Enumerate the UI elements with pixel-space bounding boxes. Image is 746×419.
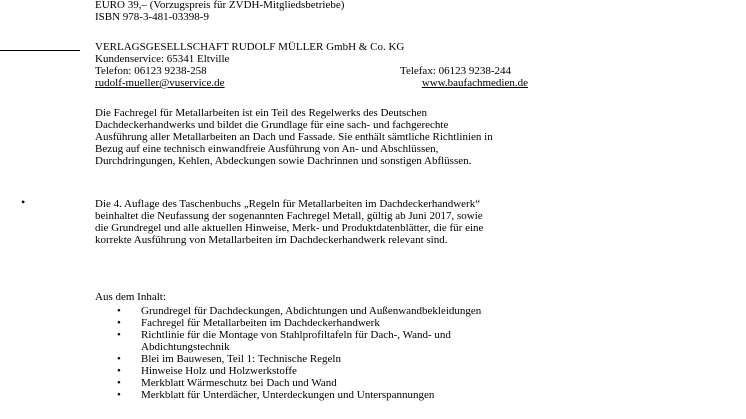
paragraph-line: Dachdeckerhandwerks und bildet die Grundlage für eine sach- und fachgerechte	[95, 119, 449, 131]
list-item-text: Merkblatt für Unterdächer, Unterdeckungen und Unterspannungen	[141, 389, 435, 401]
phone-number: Telefon: 06123 9238-258	[95, 65, 207, 77]
customer-service: Kundenservice: 65341 Eltville	[95, 53, 230, 65]
paragraph-line: korrekte Ausführung von Metallarbeiten im Dachdeckerhandwerk relevant sind.	[95, 234, 448, 246]
email-link[interactable]: rudolf-mueller@vuservice.de	[95, 77, 225, 89]
list-item	[95, 353, 481, 365]
divider-rule	[0, 50, 80, 51]
list-item-text: Abdichtungstechnik	[141, 341, 230, 353]
paragraph-line: Die 4. Auflage des Taschenbuchs „Regeln für Metallarbeiten im Dachdeckerhandwerk“	[95, 198, 481, 210]
paragraph-line: Die Fachregel für Metallarbeiten ist ein Teil des Regelwerks des Deutschen	[95, 107, 427, 119]
bullet-icon: •	[117, 365, 121, 377]
bullet-icon: •	[117, 305, 121, 317]
list-item	[95, 389, 481, 401]
list-item	[95, 377, 481, 389]
bullet-icon: •	[117, 329, 121, 341]
price-line: EURO 39,– (Vorzugspreis für ZVDH-Mitgliedsbetriebe)	[95, 0, 345, 11]
list-item-text: Richtlinie für die Montage von Stahlprofiltafeln für Dach-, Wand- und	[141, 329, 451, 341]
intro-paragraph	[95, 107, 565, 167]
bullet-icon: •	[117, 389, 121, 401]
list-item	[95, 305, 481, 317]
edition-paragraph	[95, 198, 565, 246]
bullet-icon: •	[117, 377, 121, 389]
paragraph-line: die Grundregel und alle aktuellen Hinweise, Merk- und Produktdatenblätter, die für eine	[95, 222, 484, 234]
bullet-icon: •	[117, 353, 121, 365]
list-item-text: Hinweise Holz und Holzwerkstoffe	[141, 365, 297, 377]
contents-list	[95, 305, 481, 401]
paragraph-line: Bezug auf eine technisch einwandfreie Ausführung von An- und Abschlüssen,	[95, 143, 439, 155]
list-item-text: Fachregel für Metallarbeiten im Dachdeckerhandwerk	[141, 317, 380, 329]
publisher-name: VERLAGSGESELLSCHAFT RUDOLF MÜLLER GmbH & Co. KG	[95, 41, 405, 53]
contents-heading: Aus dem Inhalt:	[95, 291, 166, 303]
list-item-text: Blei im Bauwesen, Teil 1: Technische Regeln	[141, 353, 341, 365]
list-item-text: Grundregel für Dachdeckungen, Abdichtungen und Außenwandbekleidungen	[141, 305, 482, 317]
fax-number: Telefax: 06123 9238-244	[400, 65, 512, 77]
paragraph-line: Ausführung aller Metallarbeiten an Dach und Fassade. Sie enthält sämtliche Richtlinien in	[95, 131, 493, 143]
website-link[interactable]: www.baufachmedien.de	[421, 77, 528, 89]
list-item	[95, 365, 481, 377]
bullet-icon: •	[117, 317, 121, 329]
margin-bullet: •	[21, 195, 26, 209]
paragraph-line: beinhaltet die Neufassung der sogenannten Fachregel Metall, gültig ab Juni 2017, sowie	[95, 210, 483, 222]
isbn-line: ISBN 978-3-481-03398-9	[95, 11, 209, 23]
list-item	[95, 317, 481, 329]
list-item-text: Merkblatt Wärmeschutz bei Dach und Wand	[141, 377, 337, 389]
list-item	[95, 329, 481, 353]
paragraph-line: Durchdringungen, Kehlen, Abdeckungen sowie Dachrinnen und sonstigen Abflüssen.	[95, 155, 472, 167]
